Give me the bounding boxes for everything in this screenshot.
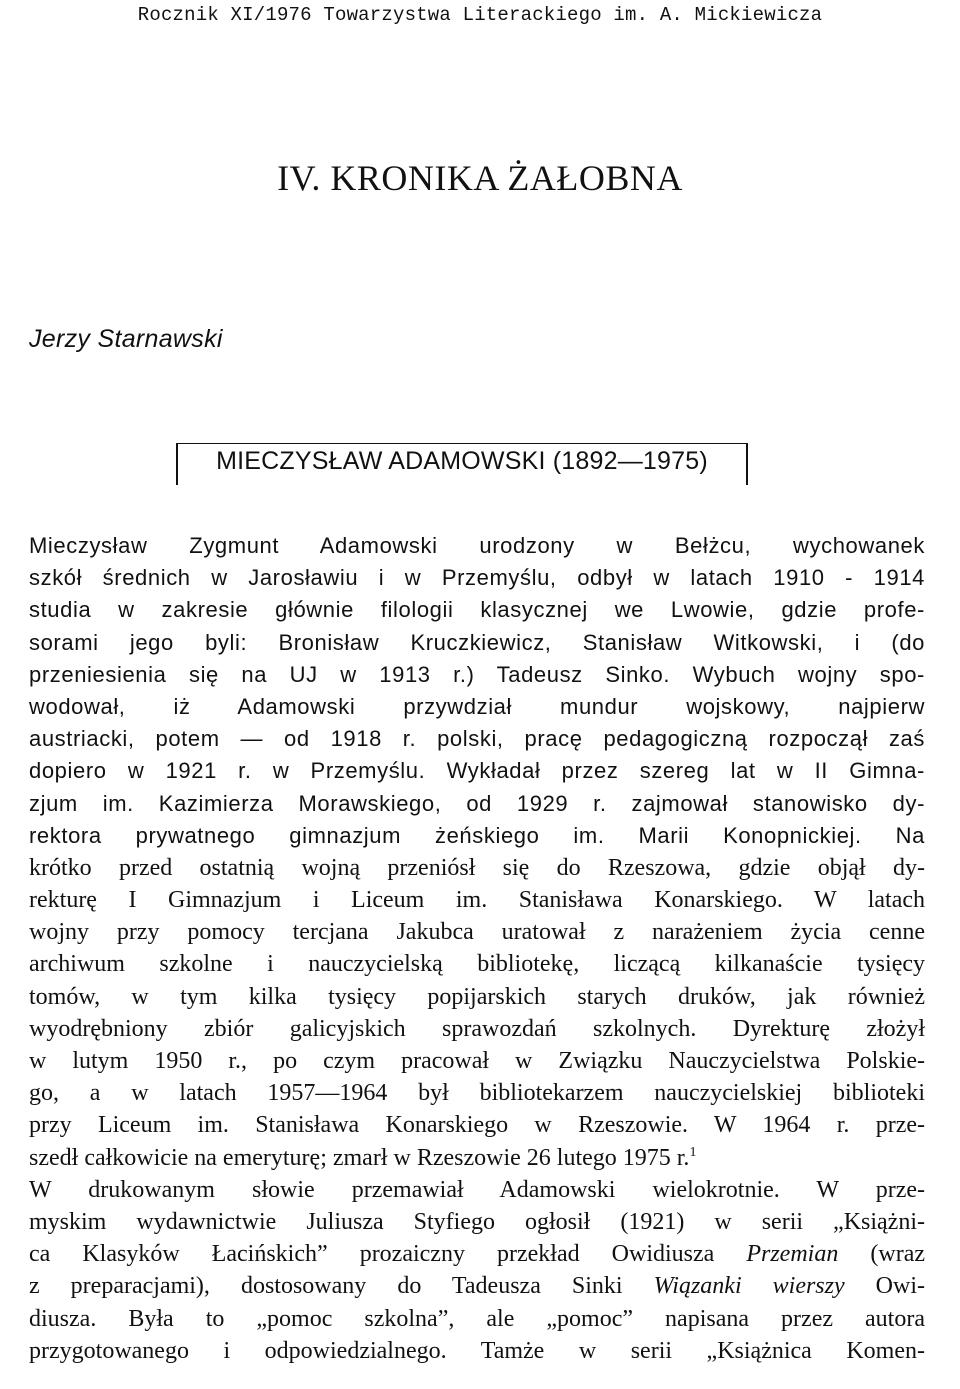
body-line: austriacki, potem — od 1918 r. polski, pracę pedagogiczną rozpoczął zaś — [29, 726, 925, 752]
body-line: sorami jego byli: Bronisław Kruczkiewicz, Stanisław Witkowski, i (do — [29, 629, 925, 655]
body-line: studia w zakresie głównie filologii klasycznej we Lwowie, gdzie profe- — [29, 597, 925, 623]
running-header: Rocznik XI/1976 Towarzystwa Literackiego im. A. Mickiewicza — [137, 4, 823, 26]
obituary-subject-frame — [176, 443, 748, 485]
body-line: przygotowanego i odpowiedzialnego. Tamże w serii „Książnica Komen- — [29, 1337, 925, 1364]
body-line: wodował, iż Adamowski przywdział mundur wojskowy, najpierw — [29, 693, 925, 719]
body-line: w lutym 1950 r., po czym pracował w Związku Nauczycielstwa Polskie- — [29, 1048, 925, 1074]
body-line-text: Owi- — [875, 1273, 925, 1300]
body-line: myskim wydawnictwie Juliusza Styfiego ogłosił (1921) w serii „Książni- — [29, 1208, 925, 1235]
body-line-text: (wraz — [870, 1241, 926, 1268]
body-line: wyodrębniony zbiór galicyjskich sprawozdań szkolnych. Dyrekturę złożył — [29, 1015, 925, 1042]
work-title: Wiązanki wierszy — [653, 1273, 845, 1300]
article-author: Jerzy Starnawski — [29, 325, 223, 353]
section-title: IV. KRONIKA ŻAŁOBNA — [277, 158, 683, 198]
body-line: przy Liceum im. Stanisława Konarskiego w Rzeszowie. W 1964 r. prze- — [29, 1112, 925, 1139]
body-line: krótko przed ostatnią wojną przeniósł się do Rzeszowa, gdzie objął dy- — [29, 854, 925, 881]
body-line: szkół średnich w Jarosławiu i w Przemyślu, odbył w latach 1910 - 1914 — [29, 565, 925, 591]
body-line-text: szedł całkowicie na emeryturę; zmarł w Rzeszowie 26 lutego 1975 r. — [29, 1144, 690, 1171]
body-line: archiwum szkolne i nauczycielską bibliotekę, liczącą kilkanaście tysięcy — [29, 951, 925, 978]
body-line: dopiero w 1921 r. w Przemyślu. Wykładał przez szereg lat w II Gimna- — [29, 758, 925, 784]
article-body — [29, 530, 925, 1367]
obituary-subject-title: MIECZYSŁAW ADAMOWSKI (1892—1975) — [216, 447, 708, 475]
body-line: diusza. Była to „pomoc szkolna”, ale „pomoc” napisana przez autora — [29, 1305, 925, 1332]
body-line: rektora prywatnego gimnazjum żeńskiego im. Marii Konopnickiej. Na — [29, 822, 925, 848]
body-line-text: ca Klasyków Łacińskich” prozaiczny przekład Owidiusza — [29, 1241, 715, 1268]
body-line: przeniesienia się na UJ w 1913 r.) Tadeusz Sinko. Wybuch wojny spo- — [29, 661, 925, 687]
work-title: Przemian — [746, 1241, 839, 1268]
body-line: rekturę I Gimnazjum i Liceum im. Stanisława Konarskiego. W latach — [29, 887, 925, 914]
body-line: go, a w latach 1957—1964 był bibliotekarzem nauczycielskiej biblioteki — [29, 1080, 925, 1107]
body-line-with-footnote — [29, 1142, 925, 1174]
footnote-marker: 1 — [689, 1144, 697, 1160]
body-line: tomów, w tym kilka tysięcy popijarskich starych druków, jak również — [29, 983, 925, 1010]
body-line: wojny przy pomocy tercjana Jakubca uratował z narażeniem życia cenne — [29, 919, 925, 946]
body-line: Mieczysław Zygmunt Adamowski urodzony w Bełżcu, wychowanek — [29, 533, 925, 558]
body-line-text: z preparacjami), dostosowany do Tadeusza Sinki — [29, 1273, 623, 1300]
body-line: W drukowanym słowie przemawiał Adamowski wielokrotnie. W prze- — [29, 1176, 925, 1203]
body-line-with-title — [29, 1270, 925, 1302]
body-line-with-title — [29, 1238, 925, 1270]
body-line: zjum im. Kazimierza Morawskiego, od 1929 r. zajmował stanowisko dy- — [29, 790, 925, 816]
